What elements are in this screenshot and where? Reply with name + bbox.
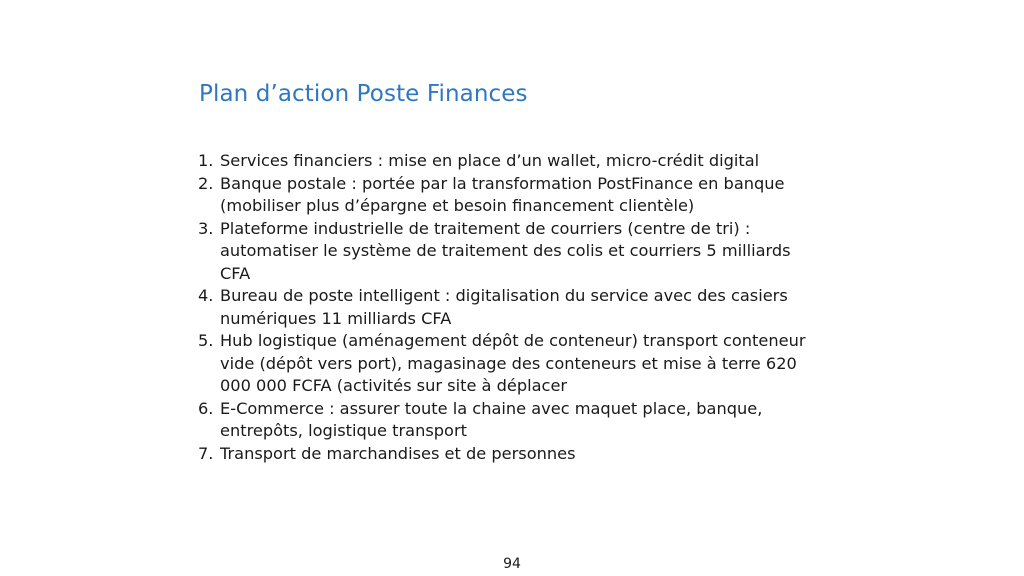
list-item-text: Transport de marchandises et de personnes [220,443,576,463]
list-item-text: Bureau de poste intelligent : digitalisation du service avec des casiers numériques 11 milliards CFA [220,286,788,328]
list-item [198,443,818,466]
list-item-text: Services financiers : mise en place d’un wallet, micro-crédit digital [220,151,760,170]
list-item [198,285,818,330]
list-item-number: 2. [198,173,214,193]
list-item-number: 4. [198,286,214,305]
list-item-text: Hub logistique (aménagement dépôt de conteneur) transport conteneur vide (dépôt vers port), magasinage des conteneurs et mise à terre 620 000 000 FCFA (activités sur site à déplacer [220,331,806,395]
slide-title: Plan d’action Poste Finances [199,81,528,107]
list-item-text: Banque postale : portée par la transformation PostFinance en banque (mobiliser plus d’épargne et besoin financement clientèle) [220,173,785,215]
list-item [198,173,818,218]
page-number: 94 [503,556,521,572]
list-item [198,330,818,398]
list-item-text: E-Commerce : assurer toute la chaine avec maquet place, banque, entrepôts, logistique transport [220,398,763,440]
list-item-number: 6. [198,398,214,418]
list-item-number: 5. [198,331,214,350]
action-plan-list [198,150,818,465]
list-item-number: 1. [198,151,214,170]
list-item-number: 7. [198,443,214,463]
list-item [198,150,818,173]
list-item [198,218,818,286]
list-item-number: 3. [198,218,214,238]
list-item [198,398,818,443]
list-item-text: Plateforme industrielle de traitement de courriers (centre de tri) : automatiser le système de traitement des colis et courriers 5 milliards CFA [220,218,791,283]
